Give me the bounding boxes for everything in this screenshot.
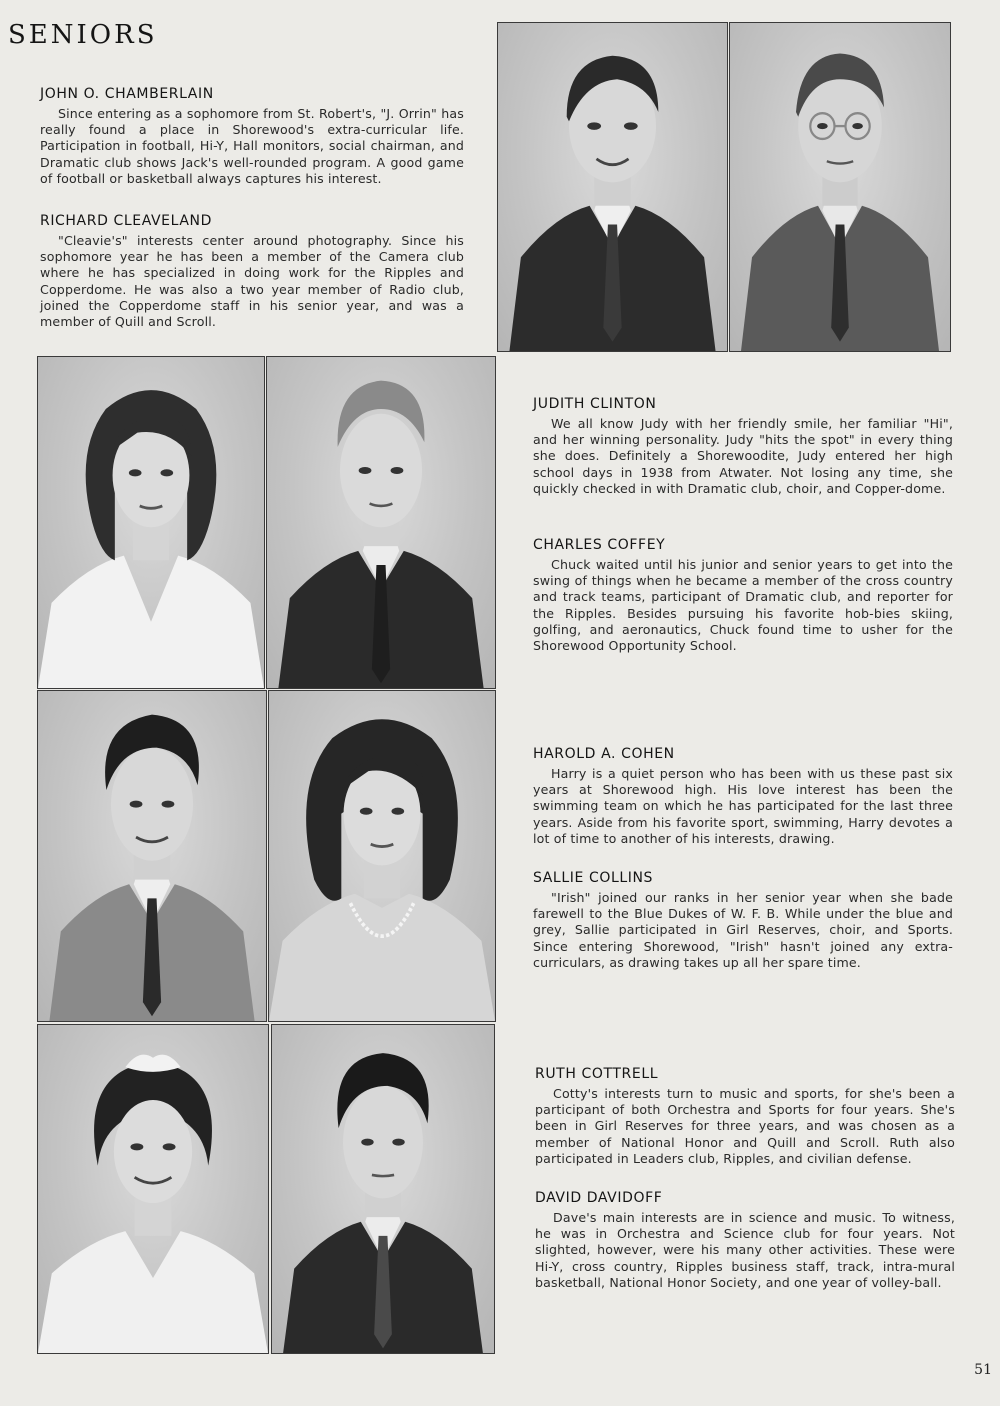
bio-text: Dave's main interests are in science and music. To witness, he was in Orchestra and Science club for four years. Not slighted, however, were his many other activities. These were Hi-Y, cross country, Ripples business staff, track, intra-mural basketball, National Honor Society, and one year of volley-ball. (535, 1210, 955, 1290)
bio-harold-cohen (533, 746, 953, 847)
portrait-photo-harold-cohen (37, 690, 267, 1022)
bio-text: "Cleavie's" interests center around photography. Since his sophomore year he has been a member of the Camera club where he has specialized in doing work for the Ripples and Copperdome. He was also a two year member of Radio club, joined the Copperdome staff in his senior year, and was a member of Quill and Scroll. (40, 233, 464, 330)
page-heading: SENIORS (8, 20, 158, 50)
bio-name: JOHN O. CHAMBERLAIN (40, 86, 214, 102)
portrait-photo-john-chamberlain (497, 22, 728, 352)
bio-name: JUDITH CLINTON (533, 396, 657, 412)
portrait-photo-david-davidoff (271, 1024, 495, 1354)
bio-john-chamberlain (40, 86, 464, 187)
portrait-photo-ruth-cottrell (37, 1024, 269, 1354)
bio-name: DAVID DAVIDOFF (535, 1190, 663, 1206)
bio-name: CHARLES COFFEY (533, 537, 666, 553)
bio-charles-coffey (533, 537, 953, 654)
bio-text: Chuck waited until his junior and senior years to get into the swing of things when he became a member of the cross country and track teams, participant of Dramatic club, and reporter for the Ripples. Besides pursuing his favorite hob-bies skiing, golfing, and aeronautics, Chuck found time to usher for the Shorewood Opportunity School. (533, 557, 953, 654)
bio-text: Harry is a quiet person who has been with us these past six years at Shorewood high. His love interest has been the swimming team on which he has participated for the last three years. Aside from his favorite sport, swimming, Harry devotes a lot of time to another of his interests, drawing. (533, 766, 953, 846)
bio-text: Cotty's interests turn to music and sports, for she's been a participant of both Orchestra and Sports for four years. She's been in Girl Reserves for three years, and was chosen as a member of National Honor and Quill and Scroll. Ruth also participated in Leaders club, Ripples, and civilian defense. (535, 1086, 955, 1166)
portrait-photo-charles-coffey (266, 356, 496, 689)
bio-judith-clinton (533, 396, 953, 497)
bio-sallie-collins (533, 870, 953, 971)
bio-richard-cleaveland (40, 213, 464, 330)
bio-ruth-cottrell (535, 1066, 955, 1167)
portrait-photo-richard-cleaveland (729, 22, 951, 352)
bio-text: We all know Judy with her friendly smile, her familiar "Hi", and her winning personality. Judy "hits the spot" in every thing she does. Definitely a Shorewoodite, Judy entered her high school days in 1938 from Atwater. Not losing any time, she quickly checked in with Dramatic club, choir, and Copper-dome. (533, 416, 953, 496)
portrait-photo-judith-clinton (37, 356, 265, 689)
bio-text: "Irish" joined our ranks in her senior year when she bade farewell to the Blue Dukes of W. F. B. While under the blue and grey, Sallie participated in Girl Reserves, choir, and Sports. Since entering Shorewood, "Irish" hasn't joined any extra-curriculars, as drawing takes up all her spare time. (533, 890, 953, 970)
portrait-photo-sallie-collins (268, 690, 496, 1022)
page-number: 51 (974, 1362, 992, 1378)
bio-name: RICHARD CLEAVELAND (40, 213, 212, 229)
bio-text: Since entering as a sophomore from St. Robert's, "J. Orrin" has really found a place in Shorewood's extra-curricular life. Participation in football, Hi-Y, Hall monitors, social chairman, and Dramatic club shows Jack's well-rounded program. A good game of football or basketball always captures his interest. (40, 106, 464, 186)
bio-david-davidoff (535, 1190, 955, 1291)
bio-name: RUTH COTTRELL (535, 1066, 659, 1082)
bio-name: SALLIE COLLINS (533, 870, 654, 886)
bio-name: HAROLD A. COHEN (533, 746, 675, 762)
